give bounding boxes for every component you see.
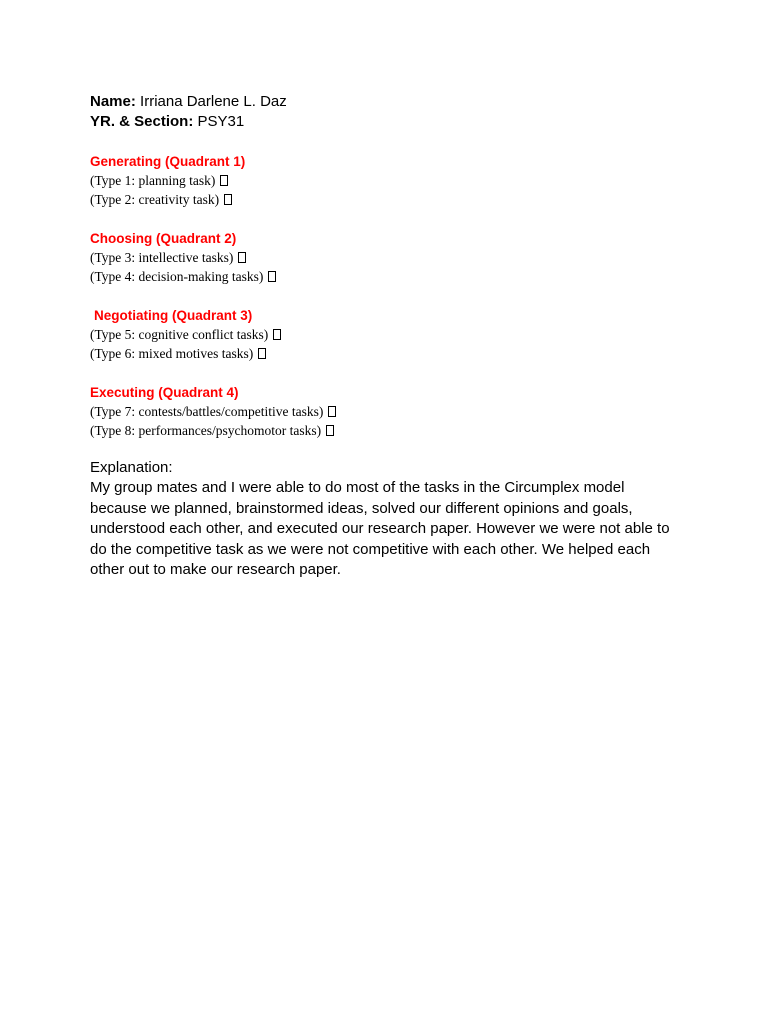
name-value: Irriana Darlene L. Daz [140, 93, 287, 110]
task-type-8 [90, 421, 690, 440]
task-type-6 [90, 344, 690, 363]
section-value: PSY31 [197, 113, 245, 130]
explanation-heading: Explanation: [90, 459, 173, 476]
task-type-2-label: (Type 2: creativity task) [90, 192, 220, 207]
checkbox-glyph-icon [258, 348, 266, 359]
quadrant-4-title: Executing (Quadrant 4) [90, 385, 239, 400]
task-type-3 [90, 248, 690, 267]
task-type-2 [90, 190, 690, 209]
checkbox-glyph-icon [268, 271, 276, 282]
name-label: Name: [90, 93, 136, 110]
task-type-1-label: (Type 1: planning task) [90, 173, 216, 188]
task-type-7 [90, 402, 690, 421]
document-page [90, 92, 690, 581]
quadrant-3-section [90, 306, 690, 363]
checkbox-glyph-icon [238, 252, 246, 263]
quadrant-1-title: Generating (Quadrant 1) [90, 154, 246, 169]
explanation-body: My group mates and I were able to do most of the tasks in the Circumplex model because we planned, brainstormed ideas, solved our different opinions and goals, understood each other, and executed our research paper. However we were not able to do the competitive task as we were not competitive with each other. We helped each other out to make our research paper. [90, 479, 670, 578]
quadrant-1-section [90, 152, 690, 209]
task-type-4-label: (Type 4: decision-making tasks) [90, 269, 264, 284]
section-line [90, 112, 690, 132]
task-type-4 [90, 267, 690, 286]
checkbox-glyph-icon [328, 406, 336, 417]
quadrant-2-title: Choosing (Quadrant 2) [90, 231, 237, 246]
quadrant-4-section [90, 383, 690, 440]
checkbox-glyph-icon [220, 175, 228, 186]
checkbox-glyph-icon [326, 425, 334, 436]
quadrant-2-section [90, 229, 690, 286]
checkbox-glyph-icon [273, 329, 281, 340]
task-type-3-label: (Type 3: intellective tasks) [90, 250, 234, 265]
task-type-8-label: (Type 8: performances/psychomotor tasks) [90, 423, 322, 438]
task-type-7-label: (Type 7: contests/battles/competitive tasks) [90, 404, 324, 419]
task-type-1 [90, 171, 690, 190]
quadrant-3-title: Negotiating (Quadrant 3) [94, 308, 253, 323]
checkbox-glyph-icon [224, 194, 232, 205]
task-type-5 [90, 325, 690, 344]
task-type-6-label: (Type 6: mixed motives tasks) [90, 346, 254, 361]
section-label: YR. & Section: [90, 113, 194, 130]
name-line [90, 92, 690, 112]
task-type-5-label: (Type 5: cognitive conflict tasks) [90, 327, 269, 342]
